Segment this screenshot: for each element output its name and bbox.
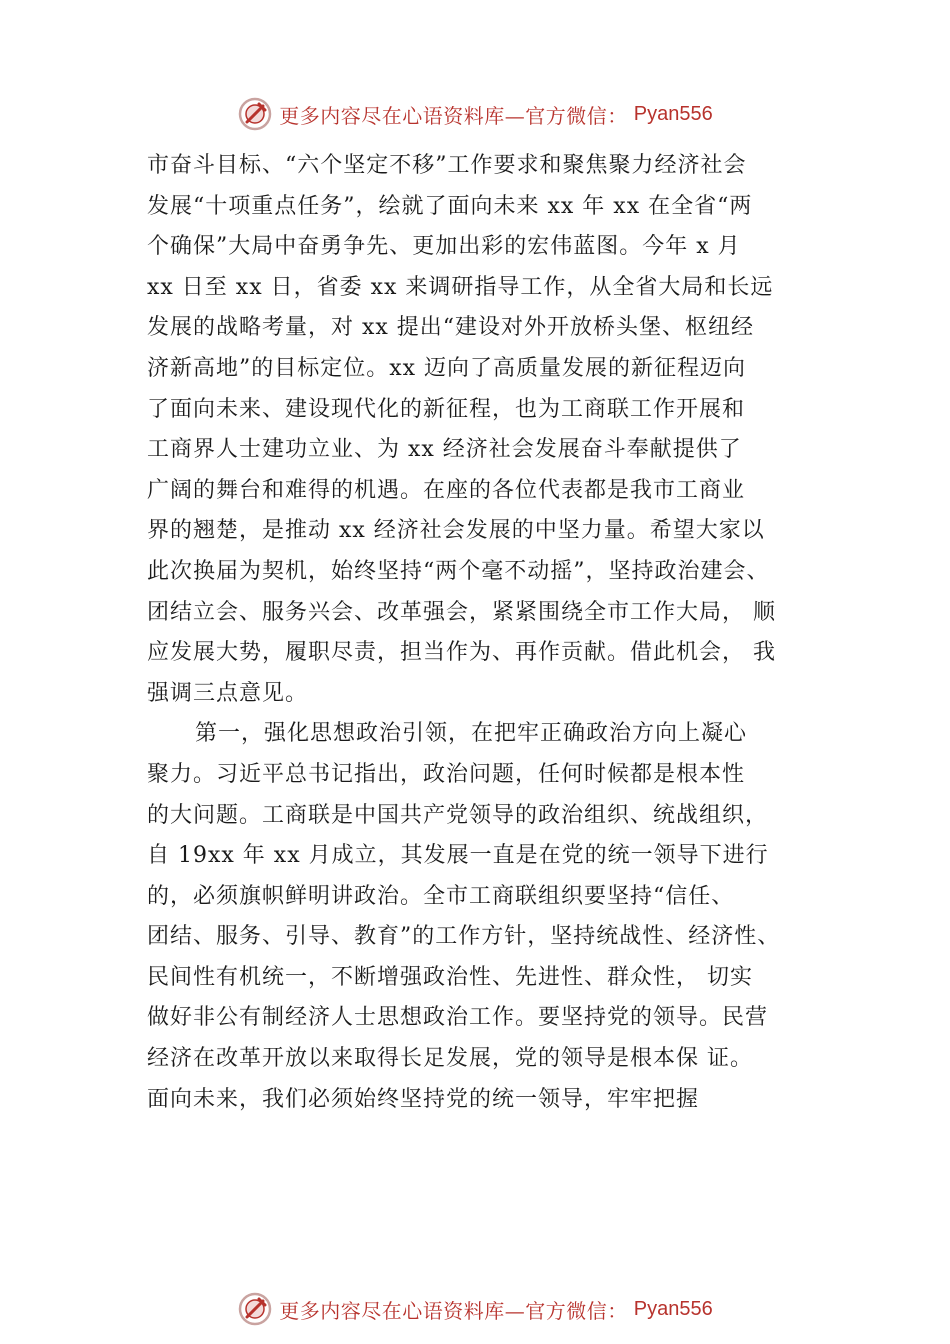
body-line: 经济在改革开放以来取得长足发展，党的领导是根本保 证。 <box>147 1046 753 1072</box>
body-line: xx 日至 xx 日，省委 xx 来调研指导工作，从全省大局和长远 <box>147 274 774 300</box>
body-line: 发展的战略考量，对 xx 提出“建设对外开放桥头堡、枢纽经 <box>147 315 755 341</box>
body-line: 了面向未来、建设现代化的新征程，也为工商联工作开展和 <box>147 396 746 422</box>
document-body <box>147 146 847 1120</box>
body-line: 做好非公有制经济人士思想政治工作。要坚持党的领导。民营 <box>147 1005 769 1031</box>
footer-banner-id: Pyan556 <box>633 1297 713 1320</box>
paragraph-start-line: 第一，强化思想政治引领，在把牢正确政治方向上凝心 <box>195 721 748 747</box>
body-line: 应发展大势，履职尽责，担当作为、再作贡献。借此机会， 我 <box>147 640 776 666</box>
body-line: 工商界人士建功立业、为 xx 经济社会发展奋斗奉献提供了 <box>147 437 742 463</box>
footer-banner-text: 更多内容尽在心语资料库—官方微信： <box>279 1298 628 1323</box>
logo-icon <box>237 96 273 132</box>
body-line: 聚力。习近平总书记指出，政治问题，任何时候都是根本性 <box>147 761 746 787</box>
body-line: 发展“十项重点任务”，绘就了面向未来 xx 年 xx 在全省“两 <box>147 193 753 219</box>
body-line: 此次换届为契机，始终坚持“两个毫不动摇”，坚持政治建会、 <box>147 558 770 584</box>
body-line: 的大问题。工商联是中国共产党领导的政治组织、统战组织， <box>147 802 769 828</box>
body-line: 团结、服务、引导、教育”的工作方针，坚持统战性、经济性、 <box>147 924 781 950</box>
body-line: 广阔的舞台和难得的机遇。在座的各位代表都是我市工商业 <box>147 477 746 503</box>
logo-icon <box>237 1291 273 1327</box>
header-banner <box>0 94 950 134</box>
header-banner-text: 更多内容尽在心语资料库—官方微信： <box>279 103 628 128</box>
body-line: 界的翘楚，是推动 xx 经济社会发展的中坚力量。希望大家以 <box>147 518 765 544</box>
body-line: 济新高地”的目标定位。xx 迈向了高质量发展的新征程迈向 <box>147 355 747 381</box>
header-banner-id: Pyan556 <box>633 102 713 125</box>
body-line: 民间性有机统一，不断增强政治性、先进性、群众性， 切实 <box>147 964 753 990</box>
body-line: 的，必须旗帜鲜明讲政治。全市工商联组织要坚持“信任、 <box>147 883 735 909</box>
body-line: 自 19xx 年 xx 月成立，其发展一直是在党的统一领导下进行 <box>147 843 769 869</box>
body-line: 面向未来，我们必须始终坚持党的统一领导，牢牢把握 <box>147 1086 700 1112</box>
body-line: 团结立会、服务兴会、改革强会，紧紧围绕全市工作大局， 顺 <box>147 599 776 625</box>
footer-banner <box>0 1289 950 1329</box>
body-line: 个确保”大局中奋勇争先、更加出彩的宏伟蓝图。今年 x 月 <box>147 234 741 260</box>
body-line: 市奋斗目标、“六个坚定不移”工作要求和聚焦聚力经济社会 <box>147 153 747 178</box>
body-line: 强调三点意见。 <box>147 680 309 706</box>
